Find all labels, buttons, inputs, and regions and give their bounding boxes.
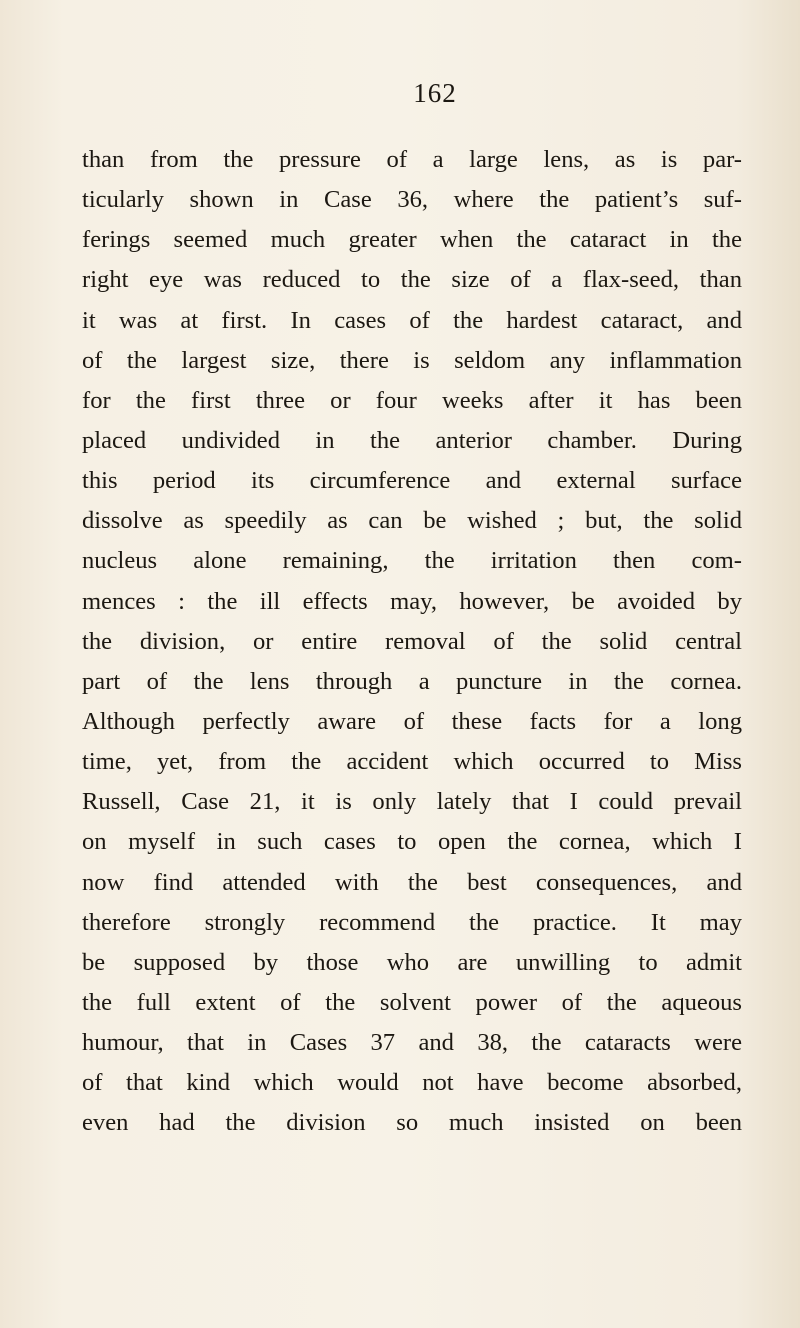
text-line: part of the lens through a puncture in the cornea. (82, 667, 742, 695)
text-line: for the first three or four weeks after it has been (82, 386, 742, 414)
text-line: it was at first. In cases of the hardest cataract, and (82, 306, 742, 334)
text-line: even had the division so much insisted on been (82, 1109, 742, 1137)
page-number: 162 (413, 78, 457, 108)
text-line: on myself in such cases to open the cornea, which I (82, 828, 742, 856)
text-line: humour, that in Cases 37 and 38, the cataracts were (82, 1029, 742, 1057)
body-text (82, 140, 742, 1144)
text-line: this period its circumference and external surface (82, 467, 742, 495)
text-line: time, yet, from the accident which occurred to Miss (82, 748, 742, 776)
text-line: Russell, Case 21, it is only lately that I could prevail (82, 788, 742, 816)
text-line: dissolve as speedily as can be wished ; but, the solid (82, 507, 742, 535)
text-line: Although perfectly aware of these facts for a long (82, 707, 742, 735)
text-line: of the largest size, there is seldom any inflammation (82, 346, 742, 374)
text-line: mences : the ill effects may, however, be avoided by (82, 587, 742, 615)
text-line: be supposed by those who are unwilling to admit (82, 948, 742, 976)
text-line: now find attended with the best consequences, and (82, 868, 742, 896)
text-line: the full extent of the solvent power of the aqueous (82, 988, 742, 1016)
text-line: ferings seemed much greater when the cataract in the (82, 226, 742, 254)
text-line: nucleus alone remaining, the irritation then com- (82, 547, 742, 575)
text-line: of that kind which would not have become absorbed, (82, 1069, 742, 1097)
text-line: placed undivided in the anterior chamber. During (82, 426, 742, 454)
text-line: therefore strongly recommend the practice. It may (82, 908, 742, 936)
text-line: ticularly shown in Case 36, where the patient’s suf- (82, 186, 742, 214)
text-line: than from the pressure of a large lens, as is par- (82, 146, 742, 173)
text-line: right eye was reduced to the size of a flax-seed, than (82, 266, 742, 294)
text-line: the division, or entire removal of the solid central (82, 627, 742, 655)
